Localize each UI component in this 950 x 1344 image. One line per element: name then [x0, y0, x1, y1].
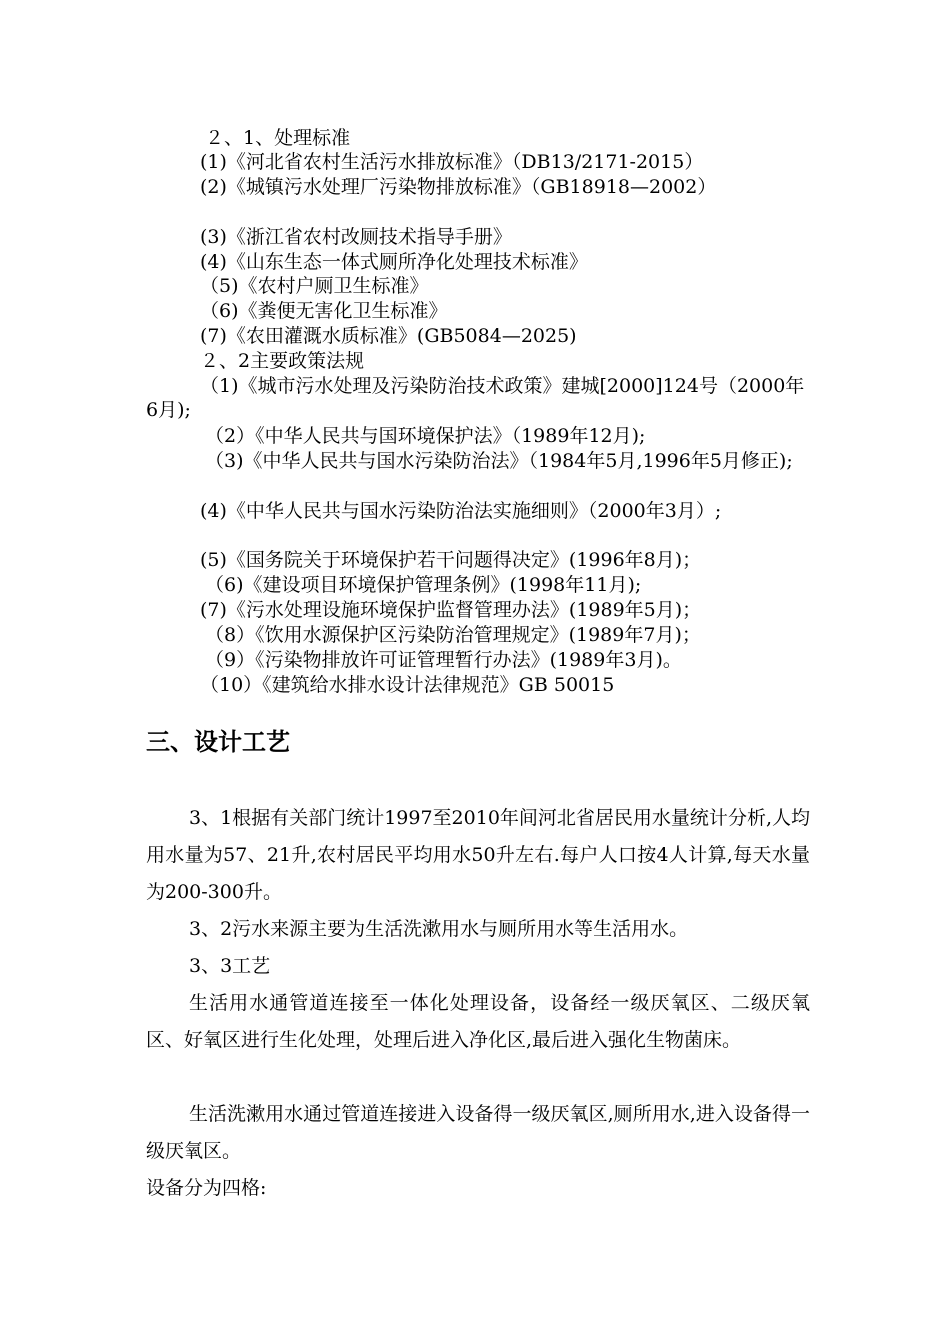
policy-item: （2）《中华人民共与国环境保护法》（1989年12月); [205, 425, 646, 447]
paragraph-process-heading: 3、3工艺 [189, 955, 271, 977]
standard-item: （6)《粪便无害化卫生标准》 [200, 300, 448, 322]
standard-item: (4)《山东生态一体式厕所净化处理技术标准》 [200, 251, 588, 273]
policy-item: （6)《建设项目环境保护管理条例》(1998年11月); [205, 574, 642, 596]
policy-item: (4)《中华人民共与国水污染防治法实施细则》（2000年3月）; [200, 500, 722, 522]
policy-item: （10）《建筑给水排水设计法律规范》GB 50015 [200, 674, 615, 696]
paragraph-process-description: 生活用水通管道连接至一体化处理设备，设备经一级厌氧区、二级厌氧区、好氧区进行生化处理，处理后进入净化区,最后进入强化生物菌床。 [146, 992, 810, 1051]
policy-item: （8）《饮用水源保护区污染防治管理规定》(1989年7月)； [205, 624, 701, 646]
policy-item: （3)《中华人民共与国水污染防治法》（1984年5月,1996年5月修正); [205, 450, 793, 472]
policy-item: (7)《污水处理设施环境保护监督管理办法》(1989年5月)； [200, 599, 702, 621]
standard-item: (1)《河北省农村生活污水排放标准》（DB13/2171-2015） [200, 151, 704, 173]
section-title: 三、设计工艺 [146, 728, 290, 756]
policy-item: （9）《污染物排放许可证管理暂行办法》(1989年3月)。 [205, 649, 682, 671]
paragraph-water-usage: 3、1根据有关部门统计1997至2010年间河北省居民用水量统计分析,人均用水量为57、21升,农村居民平均用水50升左右.每户人口按4人计算,每天水量为200-300升。 [146, 807, 810, 903]
paragraph-equipment: 设备分为四格: [146, 1177, 267, 1199]
standard-item: (2)《城镇污水处理厂污染物排放标准》（GB18918—2002） [200, 176, 717, 198]
standards-heading: ２、1、处理标准 [205, 127, 351, 149]
policies-heading: ２、2主要政策法规 [200, 350, 365, 372]
paragraph-sewage-source: 3、2污水来源主要为生活洗漱用水与厕所用水等生活用水。 [189, 918, 689, 940]
standard-item: (3)《浙江省农村改厕技术指导手册》 [200, 226, 512, 248]
standard-item: （5)《农村户厕卫生标准》 [200, 275, 429, 297]
standard-item: (7)《农田灌溉水质标准》(GB5084—2025) [200, 325, 577, 347]
policy-item: (5)《国务院关于环境保护若干问题得决定》(1996年8月)； [200, 549, 702, 571]
paragraph-wash-water: 生活洗漱用水通过管道连接进入设备得一级厌氧区,厕所用水,进入设备得一级厌氧区。 [146, 1103, 810, 1162]
policy-item: （1)《城市污水处理及污染防治技术政策》建城[2000]124号（2000年6月); [146, 375, 805, 421]
